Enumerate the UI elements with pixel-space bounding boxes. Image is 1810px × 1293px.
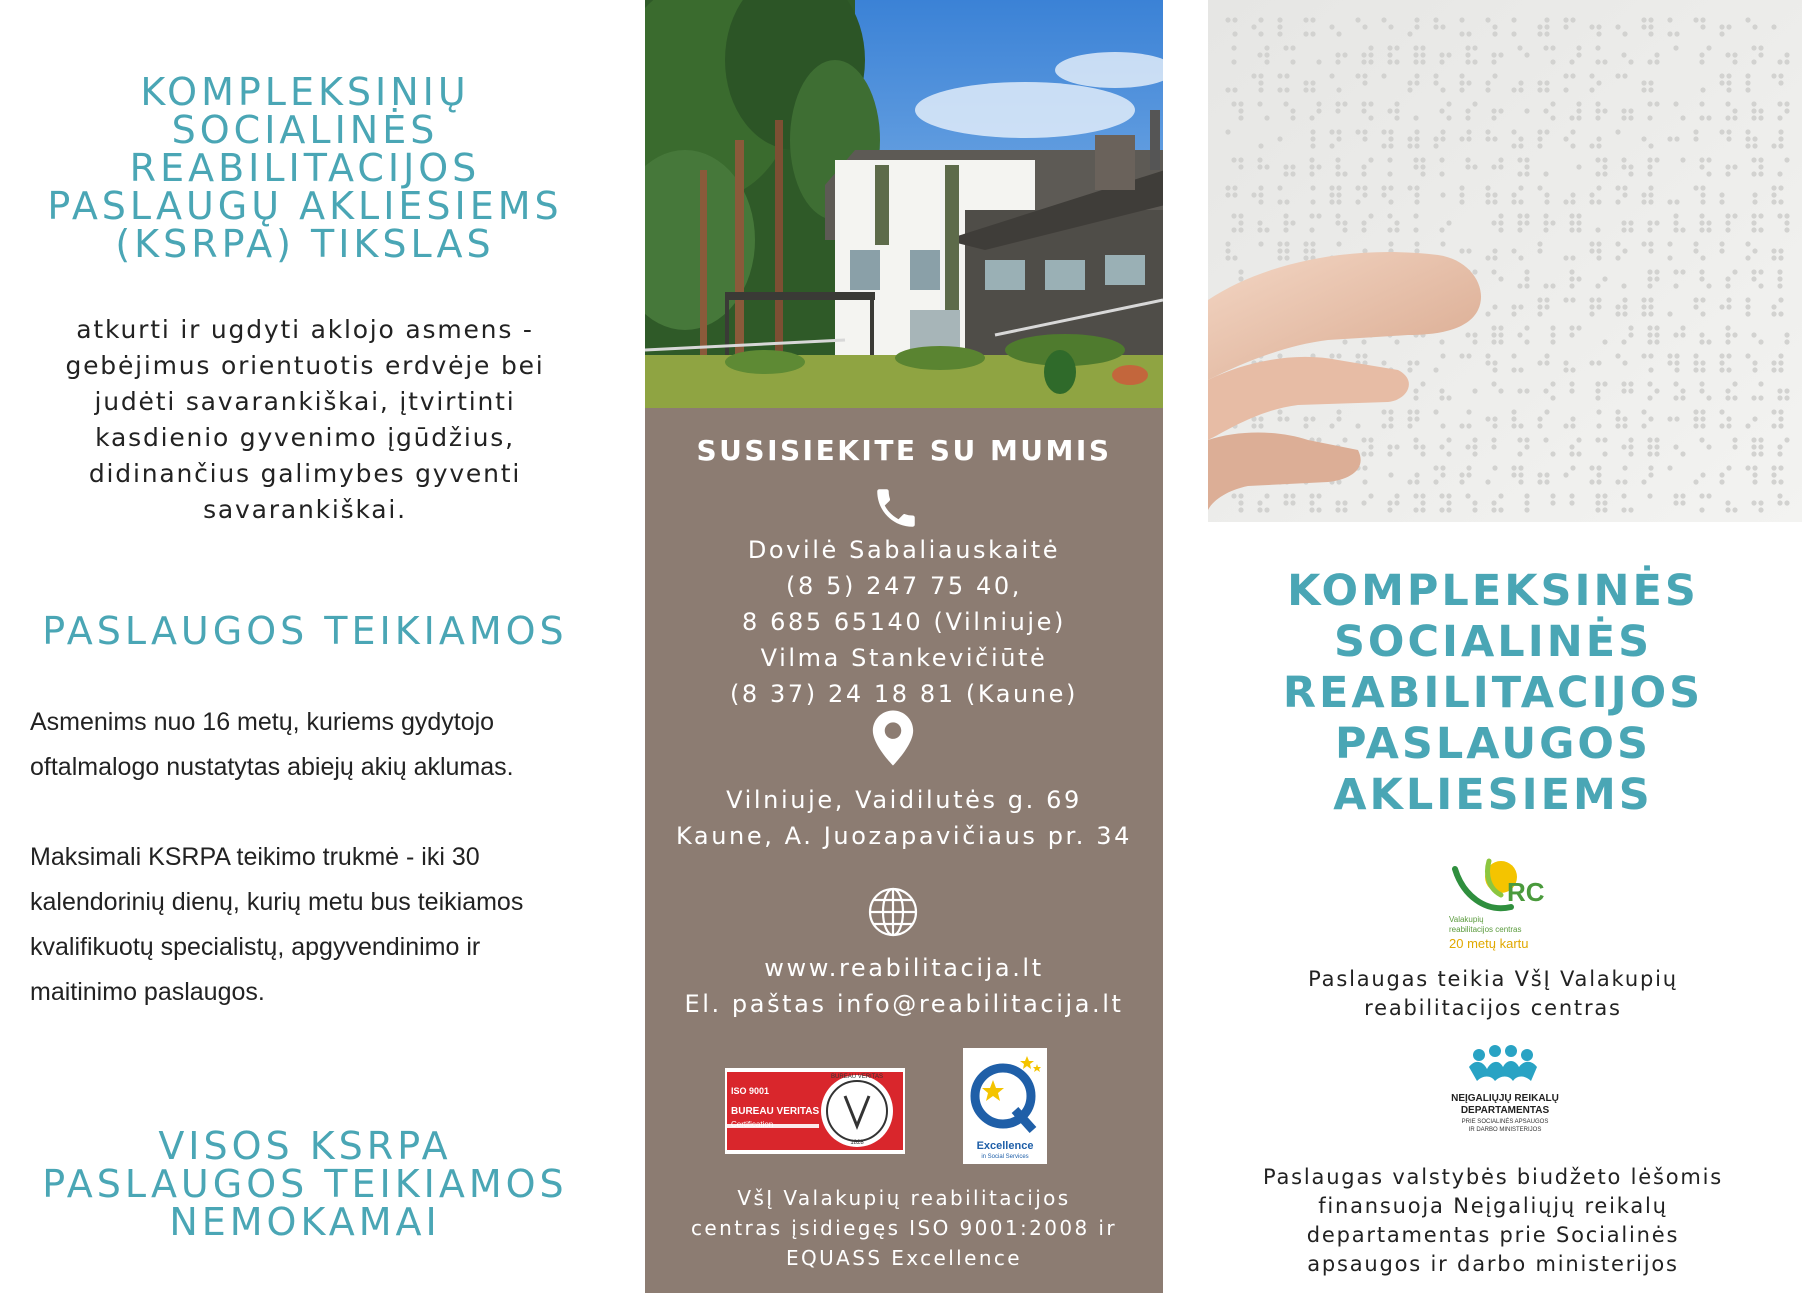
vrc-name-1: Valakupių [1449, 915, 1484, 924]
title-line-3: REABILITACIJOS [1282, 668, 1704, 718]
contact-heading: SUSISIEKITE SU MUMIS [696, 434, 1112, 467]
building-photo [645, 0, 1163, 408]
globe-icon [867, 886, 919, 938]
contact-name-2: Vilma Stankevičiūtė [760, 644, 1048, 672]
contact-section [645, 408, 1163, 1293]
contact-name-1: Dovilė Sabaliauskaitė [747, 536, 1061, 564]
title-line-2: SOCIALINĖS [1333, 617, 1653, 667]
ksrpa-goal-heading: KOMPLEKSINIŲ SOCIALINĖS REABILITACIJOS PASLAUGŲ AKLIESIEMS (KSRPA) TIKSLAS [47, 70, 563, 267]
bv-name: BUREAU VERITAS [731, 1106, 820, 1117]
middle-panel [645, 0, 1163, 1280]
ndd-name-1: NEĮGALIŲJŲ REIKALŲ [1451, 1093, 1559, 1104]
title-line-4: PASLAUGOS [1335, 719, 1651, 769]
right-panel [1163, 0, 1810, 1280]
funding-line-3: departamentas prie Socialinės [1306, 1223, 1680, 1247]
vrc-name-2: reabilitacijos centras [1449, 925, 1522, 934]
provider-line-2: reabilitacijos centras [1364, 996, 1622, 1020]
ndd-logo [1425, 1045, 1585, 1145]
phone-vilnius-landline[interactable]: (8 5) 247 75 40, [786, 572, 1022, 600]
braille-photo [1208, 0, 1802, 522]
provider-text [1203, 965, 1783, 1023]
title-line-1: KOMPLEKSINĖS [1287, 566, 1699, 616]
ndd-name-3: PRIE SOCIALINĖS APSAUGOS [1461, 1119, 1549, 1125]
left-panel [0, 0, 645, 1280]
address-kaunas: Kaune, A. Juozapavičiaus pr. 34 [675, 822, 1133, 850]
cert-line-2: centras įsidiegęs ISO 9001:2008 ir [691, 1216, 1117, 1240]
vrc-tagline: 20 metų kartu [1449, 936, 1529, 951]
bv-seal-text: BUREAU VERITAS [831, 1074, 883, 1080]
phone-icon [871, 483, 921, 533]
email-link[interactable]: El. paštas info@reabilitacija.lt [684, 990, 1124, 1018]
address-vilnius: Vilniuje, Vaidilutės g. 69 [726, 786, 1082, 814]
cert-line-3: EQUASS Excellence [785, 1246, 1023, 1270]
services-heading: PASLAUGOS TEIKIAMOS [42, 608, 568, 653]
duration-text: Maksimali KSRPA teikimo trukmė - iki 30 kalendorinių dienų, kurių metu bus teikiamos kvalifikuotų specialistų, apgyvendinimo ir maitinimo paslaugos. [30, 843, 524, 1006]
bureau-veritas-logo [725, 1068, 905, 1154]
ndd-name-4: IR DARBO MINISTERIJOS [1468, 1127, 1542, 1133]
equass-excellence: Excellence [976, 1140, 1034, 1152]
brochure-main-title [1203, 566, 1783, 821]
title-line-5: AKLIESIEMS [1333, 770, 1653, 820]
bv-iso-label: ISO 9001 [731, 1086, 770, 1096]
cert-line-1: VšĮ Valakupių reabilitacijos [737, 1186, 1071, 1210]
funding-line-4: apsaugos ir darbo ministerijos [1307, 1252, 1679, 1276]
funding-line-1: Paslaugas valstybės biudžeto lėšomis [1262, 1165, 1724, 1189]
goal-text: atkurti ir ugdyti aklojo asmens - gebėjimus orientuotis erdvėje bei judėti savarankiškai, įtvirtinti kasdienio gyvenimo įgūdžius, didinančius galimybes gyventi savarankiškai. [65, 315, 545, 524]
website-link[interactable]: www.reabilitacija.lt [764, 954, 1044, 982]
equass-subtitle: in Social Services [981, 1154, 1029, 1160]
free-services-heading: VISOS KSRPA PASLAUGOS TEIKIAMOS NEMOKAMAI [42, 1123, 568, 1244]
equass-logo [963, 1048, 1047, 1164]
eligibility-text: Asmenims nuo 16 metų, kuriems gydytojo oftalmalogo nustatytas abiejų akių aklumas. [30, 708, 514, 781]
bv-year: 1828 [850, 1140, 864, 1146]
ndd-name-2: DEPARTAMENTAS [1460, 1105, 1550, 1116]
valakupiai-rehab-logo [1449, 855, 1559, 960]
phone-kaunas[interactable]: (8 37) 24 18 81 (Kaune) [729, 680, 1079, 708]
funding-text [1203, 1163, 1783, 1279]
location-pin-icon [871, 710, 915, 766]
provider-line-1: Paslaugas teikia VšĮ Valakupių [1308, 967, 1678, 991]
phone-vilnius-mobile[interactable]: 8 685 65140 (Vilniuje) [742, 608, 1066, 636]
funding-line-2: finansuoja Neįgaliųjų reikalų [1318, 1194, 1668, 1218]
vrc-mark: RC [1507, 877, 1545, 907]
bv-certification: Certification [731, 1120, 774, 1129]
